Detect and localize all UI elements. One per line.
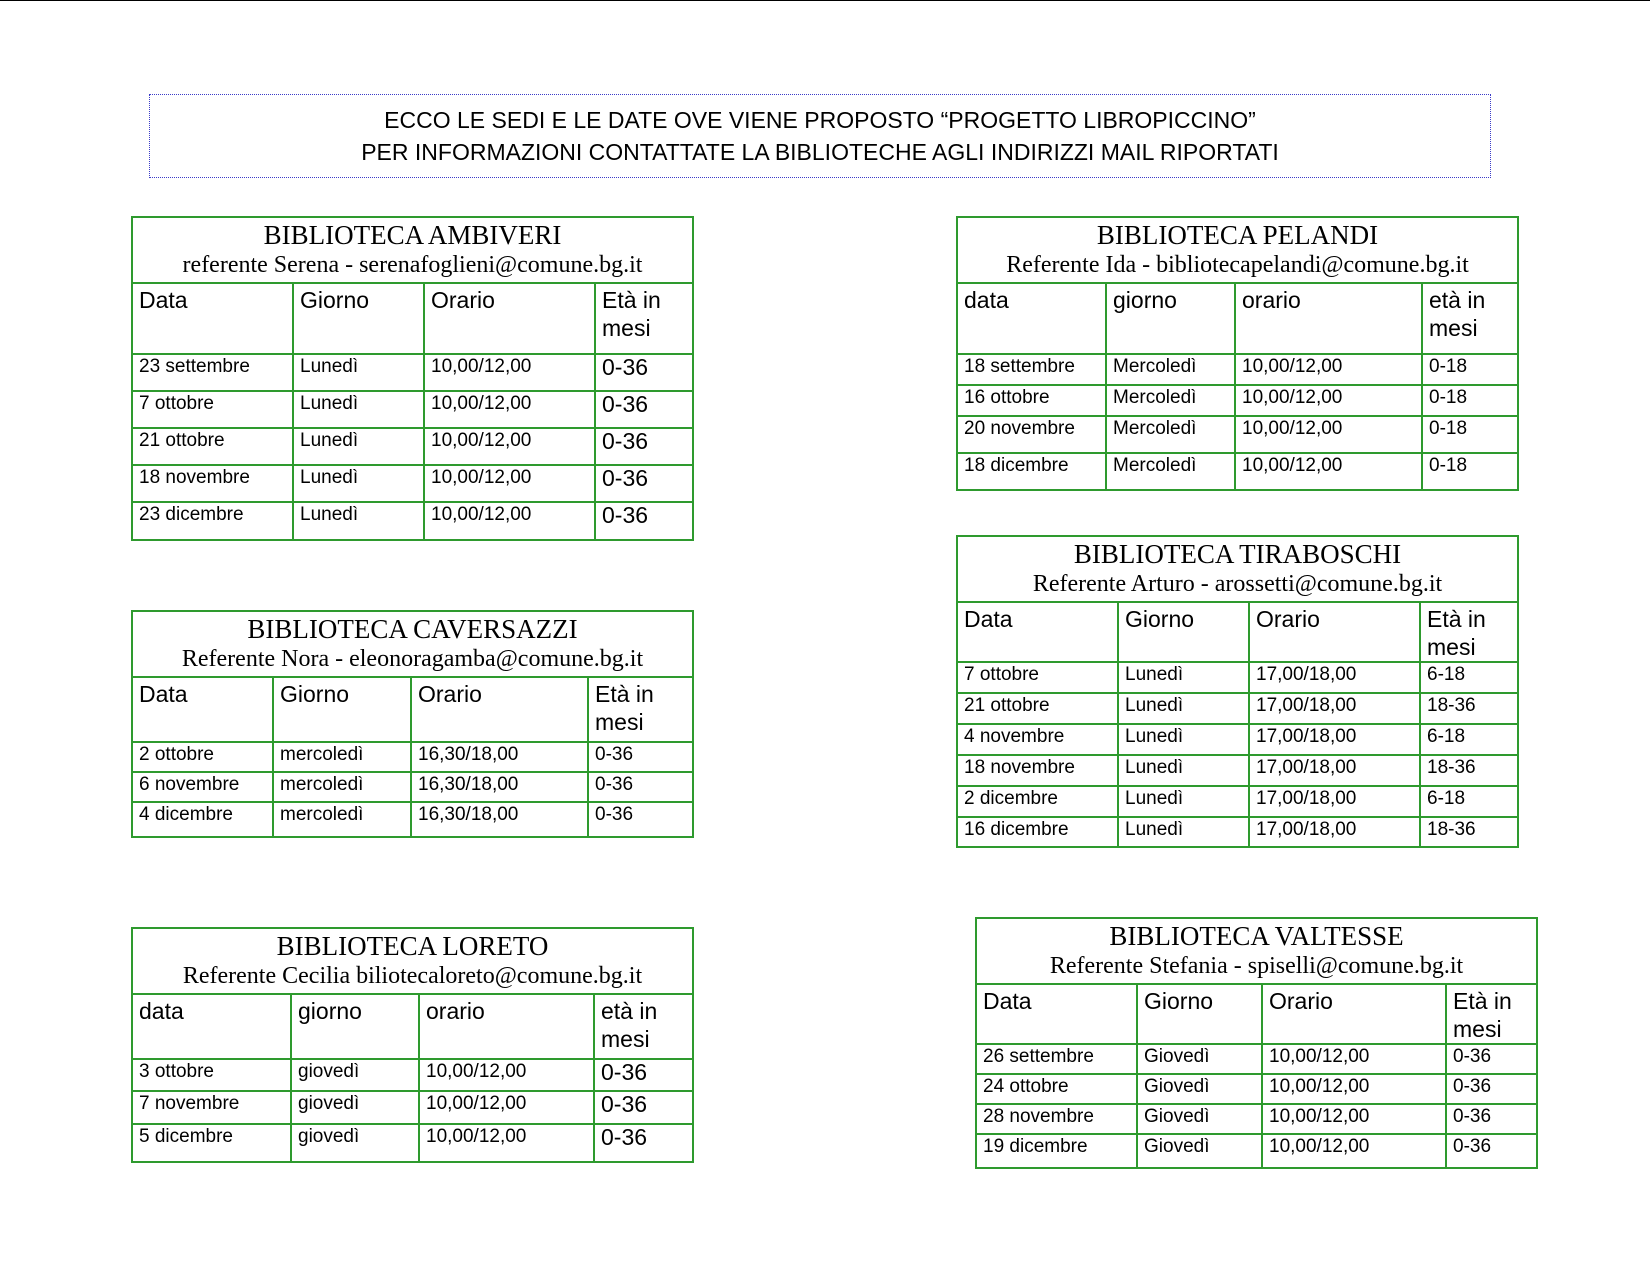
cell-date: 23 settembre	[133, 354, 293, 391]
cell-age: 0-36	[595, 502, 692, 539]
cell-time: 17,00/18,00	[1249, 693, 1420, 724]
cell-time: 10,00/12,00	[1235, 354, 1422, 385]
table-row	[133, 465, 692, 502]
cell-time: 10,00/12,00	[1235, 416, 1422, 453]
library-header	[133, 218, 692, 284]
cell-day: Lunedì	[1118, 724, 1249, 755]
cell-day: Lunedì	[293, 465, 424, 502]
cell-age: 0-36	[1446, 1104, 1536, 1134]
table-row	[977, 1074, 1536, 1104]
cell-date: 5 dicembre	[133, 1124, 291, 1161]
cell-day: Lunedì	[1118, 755, 1249, 786]
cell-age: 0-36	[588, 742, 692, 772]
cell-age: 18-36	[1420, 755, 1517, 786]
library-caversazzi	[131, 610, 694, 838]
table-row	[958, 354, 1517, 385]
cell-day: Lunedì	[1118, 662, 1249, 693]
column-header-age: Età in mesi	[1446, 985, 1536, 1044]
table-header-row	[958, 284, 1517, 354]
cell-date: 23 dicembre	[133, 502, 293, 539]
cell-date: 16 dicembre	[958, 817, 1118, 846]
cell-day: Mercoledì	[1106, 416, 1235, 453]
cell-age: 0-36	[1446, 1134, 1536, 1167]
library-loreto	[131, 927, 694, 1163]
cell-age: 0-18	[1422, 354, 1517, 385]
column-header-date: Data	[958, 603, 1118, 662]
schedule-table	[133, 995, 692, 1161]
cell-day: mercoledì	[273, 772, 411, 802]
cell-age: 0-36	[588, 772, 692, 802]
library-header	[133, 612, 692, 678]
column-header-day: Giorno	[1118, 603, 1249, 662]
cell-day: mercoledì	[273, 802, 411, 836]
library-name: BIBLIOTECA LORETO	[276, 931, 549, 961]
cell-time: 10,00/12,00	[1262, 1074, 1446, 1104]
cell-day: Giovedì	[1137, 1134, 1262, 1167]
cell-time: 10,00/12,00	[419, 1059, 594, 1091]
table-header-row	[977, 985, 1536, 1044]
library-referent: Referente Stefania - spiselli@comune.bg.it	[1049, 953, 1464, 979]
library-referent: Referente Arturo - arossetti@comune.bg.it	[1032, 571, 1443, 597]
cell-day: Lunedì	[293, 354, 424, 391]
table-row	[958, 662, 1517, 693]
cell-time: 17,00/18,00	[1249, 755, 1420, 786]
cell-day: Mercoledì	[1106, 453, 1235, 489]
cell-age: 0-36	[595, 465, 692, 502]
cell-day: Lunedì	[293, 428, 424, 465]
cell-day: giovedì	[291, 1059, 419, 1091]
cell-date: 19 dicembre	[977, 1134, 1137, 1167]
cell-age: 0-36	[588, 802, 692, 836]
column-header-age: Età in mesi	[1420, 603, 1517, 662]
cell-date: 4 dicembre	[133, 802, 273, 836]
cell-date: 18 novembre	[133, 465, 293, 502]
cell-day: Lunedì	[1118, 817, 1249, 846]
cell-time: 10,00/12,00	[419, 1091, 594, 1124]
table-row	[133, 772, 692, 802]
schedule-table	[133, 284, 692, 539]
column-header-day: giorno	[1106, 284, 1235, 354]
cell-age: 0-36	[595, 391, 692, 428]
cell-age: 0-18	[1422, 416, 1517, 453]
cell-age: 0-36	[594, 1124, 692, 1161]
column-header-time: Orario	[1249, 603, 1420, 662]
table-row	[958, 453, 1517, 489]
library-referent: referente Serena - serenafoglieni@comune.bg.it	[182, 252, 643, 278]
table-row	[958, 817, 1517, 846]
schedule-table	[958, 603, 1517, 846]
banner-line-2: PER INFORMAZIONI CONTATTATE LA BIBLIOTECHE AGLI INDIRIZZI MAIL RIPORTATI	[361, 139, 1279, 165]
cell-time: 17,00/18,00	[1249, 662, 1420, 693]
table-header-row	[133, 284, 692, 354]
cell-date: 26 settembre	[977, 1044, 1137, 1074]
cell-day: Giovedì	[1137, 1074, 1262, 1104]
column-header-date: Data	[133, 284, 293, 354]
table-row	[133, 502, 692, 539]
library-ambiveri	[131, 216, 694, 541]
cell-time: 10,00/12,00	[1262, 1104, 1446, 1134]
cell-day: giovedì	[291, 1124, 419, 1161]
cell-date: 4 novembre	[958, 724, 1118, 755]
cell-day: Lunedì	[1118, 786, 1249, 817]
cell-time: 16,30/18,00	[411, 772, 588, 802]
cell-time: 17,00/18,00	[1249, 817, 1420, 846]
table-row	[958, 416, 1517, 453]
cell-age: 6-18	[1420, 662, 1517, 693]
cell-age: 0-36	[594, 1091, 692, 1124]
cell-day: giovedì	[291, 1091, 419, 1124]
schedule-table	[133, 678, 692, 836]
cell-age: 0-36	[595, 354, 692, 391]
cell-day: mercoledì	[273, 742, 411, 772]
cell-date: 2 dicembre	[958, 786, 1118, 817]
library-name: BIBLIOTECA TIRABOSCHI	[1073, 539, 1402, 569]
cell-time: 17,00/18,00	[1249, 724, 1420, 755]
library-tiraboschi	[956, 535, 1519, 848]
library-header	[958, 537, 1517, 603]
cell-age: 18-36	[1420, 693, 1517, 724]
library-referent: Referente Nora - eleonoragamba@comune.bg.it	[181, 646, 644, 672]
column-header-date: Data	[977, 985, 1137, 1044]
cell-date: 7 ottobre	[958, 662, 1118, 693]
cell-time: 10,00/12,00	[424, 354, 595, 391]
table-row	[977, 1104, 1536, 1134]
cell-day: Giovedì	[1137, 1104, 1262, 1134]
library-name: BIBLIOTECA CAVERSAZZI	[247, 614, 578, 644]
cell-time: 10,00/12,00	[1262, 1044, 1446, 1074]
column-header-day: Giorno	[1137, 985, 1262, 1044]
column-header-age: Età in mesi	[588, 678, 692, 742]
cell-age: 6-18	[1420, 786, 1517, 817]
cell-date: 2 ottobre	[133, 742, 273, 772]
cell-time: 10,00/12,00	[424, 428, 595, 465]
table-row	[977, 1134, 1536, 1167]
cell-time: 17,00/18,00	[1249, 786, 1420, 817]
column-header-time: Orario	[424, 284, 595, 354]
library-pelandi	[956, 216, 1519, 491]
column-header-day: Giorno	[273, 678, 411, 742]
column-header-date: data	[133, 995, 291, 1059]
cell-date: 16 ottobre	[958, 385, 1106, 416]
cell-time: 10,00/12,00	[424, 465, 595, 502]
cell-age: 0-36	[1446, 1074, 1536, 1104]
cell-day: Lunedì	[1118, 693, 1249, 724]
column-header-day: Giorno	[293, 284, 424, 354]
cell-time: 10,00/12,00	[1235, 385, 1422, 416]
cell-day: Mercoledì	[1106, 354, 1235, 385]
cell-date: 21 ottobre	[958, 693, 1118, 724]
cell-date: 7 novembre	[133, 1091, 291, 1124]
cell-date: 3 ottobre	[133, 1059, 291, 1091]
cell-date: 20 novembre	[958, 416, 1106, 453]
table-row	[133, 802, 692, 836]
column-header-time: Orario	[1262, 985, 1446, 1044]
cell-date: 18 novembre	[958, 755, 1118, 786]
banner-line-1: ECCO LE SEDI E LE DATE OVE VIENE PROPOSTO “PROGETTO LIBROPICCINO”	[384, 107, 1256, 133]
cell-day: Mercoledì	[1106, 385, 1235, 416]
table-row	[958, 385, 1517, 416]
cell-time: 10,00/12,00	[419, 1124, 594, 1161]
table-header-row	[133, 995, 692, 1059]
library-referent: Referente Ida - bibliotecapelandi@comune.bg.it	[1006, 252, 1469, 278]
table-row	[133, 354, 692, 391]
cell-date: 24 ottobre	[977, 1074, 1137, 1104]
table-row	[133, 391, 692, 428]
library-valtesse	[975, 917, 1538, 1169]
table-header-row	[958, 603, 1517, 662]
cell-age: 0-36	[595, 428, 692, 465]
schedule-table	[958, 284, 1517, 489]
column-header-age: Età in mesi	[595, 284, 692, 354]
library-name: BIBLIOTECA PELANDI	[1096, 220, 1379, 250]
top-rule	[0, 0, 1650, 1]
table-row	[958, 755, 1517, 786]
column-header-day: giorno	[291, 995, 419, 1059]
table-row	[958, 693, 1517, 724]
cell-date: 21 ottobre	[133, 428, 293, 465]
table-row	[958, 786, 1517, 817]
column-header-age: età in mesi	[1422, 284, 1517, 354]
info-banner	[149, 94, 1491, 178]
cell-time: 10,00/12,00	[1262, 1134, 1446, 1167]
column-header-time: Orario	[411, 678, 588, 742]
column-header-date: Data	[133, 678, 273, 742]
cell-day: Giovedì	[1137, 1044, 1262, 1074]
cell-time: 10,00/12,00	[1235, 453, 1422, 489]
table-row	[133, 428, 692, 465]
table-row	[133, 1059, 692, 1091]
column-header-time: orario	[1235, 284, 1422, 354]
cell-time: 10,00/12,00	[424, 502, 595, 539]
cell-date: 18 settembre	[958, 354, 1106, 385]
cell-age: 6-18	[1420, 724, 1517, 755]
cell-age: 0-18	[1422, 453, 1517, 489]
cell-date: 28 novembre	[977, 1104, 1137, 1134]
cell-date: 7 ottobre	[133, 391, 293, 428]
cell-date: 6 novembre	[133, 772, 273, 802]
column-header-age: età in mesi	[594, 995, 692, 1059]
library-name: BIBLIOTECA VALTESSE	[1109, 921, 1404, 951]
cell-age: 0-36	[594, 1059, 692, 1091]
table-row	[958, 724, 1517, 755]
library-referent: Referente Cecilia biliotecaloreto@comune.bg.it	[182, 963, 643, 989]
schedule-table	[977, 985, 1536, 1167]
table-row	[133, 1124, 692, 1161]
cell-age: 18-36	[1420, 817, 1517, 846]
table-row	[133, 1091, 692, 1124]
library-header	[958, 218, 1517, 284]
cell-date: 18 dicembre	[958, 453, 1106, 489]
cell-day: Lunedì	[293, 502, 424, 539]
table-row	[977, 1044, 1536, 1074]
cell-time: 16,30/18,00	[411, 802, 588, 836]
cell-time: 16,30/18,00	[411, 742, 588, 772]
column-header-time: orario	[419, 995, 594, 1059]
cell-age: 0-18	[1422, 385, 1517, 416]
cell-time: 10,00/12,00	[424, 391, 595, 428]
cell-age: 0-36	[1446, 1044, 1536, 1074]
library-header	[977, 919, 1536, 985]
library-name: BIBLIOTECA AMBIVERI	[263, 220, 562, 250]
table-row	[133, 742, 692, 772]
cell-day: Lunedì	[293, 391, 424, 428]
column-header-date: data	[958, 284, 1106, 354]
table-header-row	[133, 678, 692, 742]
library-header	[133, 929, 692, 995]
